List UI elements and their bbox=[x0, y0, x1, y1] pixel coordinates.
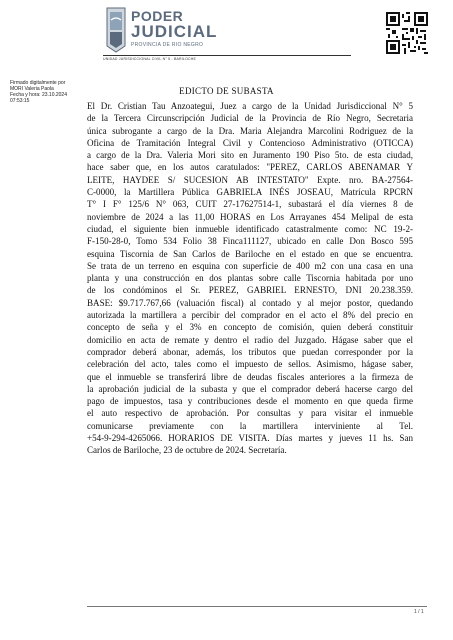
body-line: LEITE, HAYDEE S/ SUCESION AB INTESTATO" Expte. nro. BA-27564- bbox=[87, 174, 413, 185]
body-line: que el inmueble se transferirá libre de deudas fiscales anteriores a la firmeza de bbox=[87, 371, 413, 382]
org-name-line1: PODER bbox=[131, 8, 184, 24]
signature-date: Fecha y hora: 23.10.2024 bbox=[10, 92, 67, 98]
org-subtitle: PROVINCIA DE RIO NEGRO bbox=[131, 42, 204, 48]
unit-caption: UNIDAD JURISDICCIONAL CIVIL N° 5 - BARILOCHE bbox=[103, 57, 196, 61]
header-divider bbox=[103, 55, 351, 56]
body-line: domicilio en acta de remate y dentro el radio del Juzgado. Hágase saber que el bbox=[87, 334, 413, 345]
page-number: 1 / 1 bbox=[414, 609, 424, 615]
body-line: Carlos de Bariloche, 23 de octubre de 2024. Secretaría. bbox=[87, 445, 287, 456]
body-line: El Dr. Cristian Tau Anzoategui, Juez a cargo de la Unidad Jurisdiccional N° 5 bbox=[87, 101, 413, 111]
body-line: autorizada la martillera a percibir del comprador en el acto el 8% del precio en bbox=[87, 310, 413, 321]
body-line: celebración del acto, tales como el impuesto de sellos. Asimismo, hágase saber, bbox=[87, 359, 413, 370]
body-line: concepto de seña y el 3% en concepto de comisión, quien deberá constituir bbox=[87, 322, 413, 333]
footer-divider bbox=[87, 606, 427, 607]
qr-code-icon bbox=[386, 12, 428, 54]
body-line: noviembre de 2024 a las 11,00 HORAS en Los Arrayanes 454 Melipal de esta bbox=[87, 211, 413, 222]
body-line: C-0000, la Martillera Pública GABRIELA INÉS JOSEAU, Matrícula RPCRN bbox=[87, 187, 413, 198]
body-line: comprador deberá abonar, además, los tributos que puedan corresponder por la bbox=[87, 346, 413, 357]
signature-signer: MORI Valeria Paola bbox=[10, 86, 54, 92]
body-line: BASE: $9.717.767,66 (valuación fiscal) al contado y al mejor postor, quedando bbox=[87, 297, 413, 308]
body-line: el auto respectivo de aprobación. Por consultas y para visitar el inmueble bbox=[87, 408, 413, 419]
body-line: Se trata de un terreno en esquina con superficie de 400 m2 con una casa en una bbox=[87, 260, 413, 271]
body-line: hace saber que, en los autos caratulados: "PEREZ, CARLOS ABENAMAR Y bbox=[87, 162, 413, 173]
body-line: de los condóminos el Sr. PEREZ, GABRIEL ERNESTO, DNI 20.238.359. bbox=[87, 285, 413, 296]
body-line: ciudad, el siguiente bien inmueble identificado catastralmente como: NC 19-2- bbox=[87, 223, 413, 234]
body-line: única subrogante a cargo de la Dra. Maria Alejandra Marcolini Rodriguez de la bbox=[87, 125, 413, 136]
org-name-line2: JUDICIAL bbox=[131, 22, 218, 41]
document-body bbox=[87, 100, 413, 457]
signature-time: 07:53:15 bbox=[10, 98, 30, 104]
body-line: de la Tercera Circunscripción Judicial de la Provincia de Río Negro, Secretaria bbox=[87, 113, 413, 124]
body-line: +54-9-294-4265066. HORARIOS DE VISITA. Días martes y jueves 11 hs. San bbox=[87, 433, 413, 444]
signature-line: Firmado digitalmente por bbox=[10, 80, 66, 86]
body-line: planta y una construcción en dos plantas sobre calle Tiscornia habitada por uno bbox=[87, 273, 413, 284]
body-line: esquina Tiscornia de San Carlos de Bariloche en el estado en que se encuentra. bbox=[87, 248, 413, 259]
body-line: la aprobación judicial de la subasta y que el comprador deberá hacerse cargo del bbox=[87, 383, 413, 394]
body-line: pago de impuestos, tasa y contribuciones desde el momento en que queda firme bbox=[87, 396, 413, 407]
body-line: a cargo de la Dra. Valeria Mori sito en Juramento 190 Piso 5to. de esta ciudad, bbox=[87, 150, 413, 161]
body-line: T° I F° 125/6 N° 063, CUIT 27-17627514-1, subastará el día viernes 8 de bbox=[87, 199, 413, 210]
rio-negro-emblem-icon bbox=[103, 6, 129, 54]
body-line: F-150-28-0, Tomo 534 Folio 38 Finca111127, ubicado en calle Don Bosco 595 bbox=[87, 236, 413, 247]
poder-judicial-logo bbox=[103, 6, 233, 62]
document-title: EDICTO DE SUBASTA bbox=[179, 86, 274, 96]
body-line: comunicarse previamente con la martillera interviniente al Tel. bbox=[87, 420, 413, 431]
body-line: Oficina de Tramitación Integral Civil y Contencioso Administrativo (OTICCA) bbox=[87, 137, 413, 148]
